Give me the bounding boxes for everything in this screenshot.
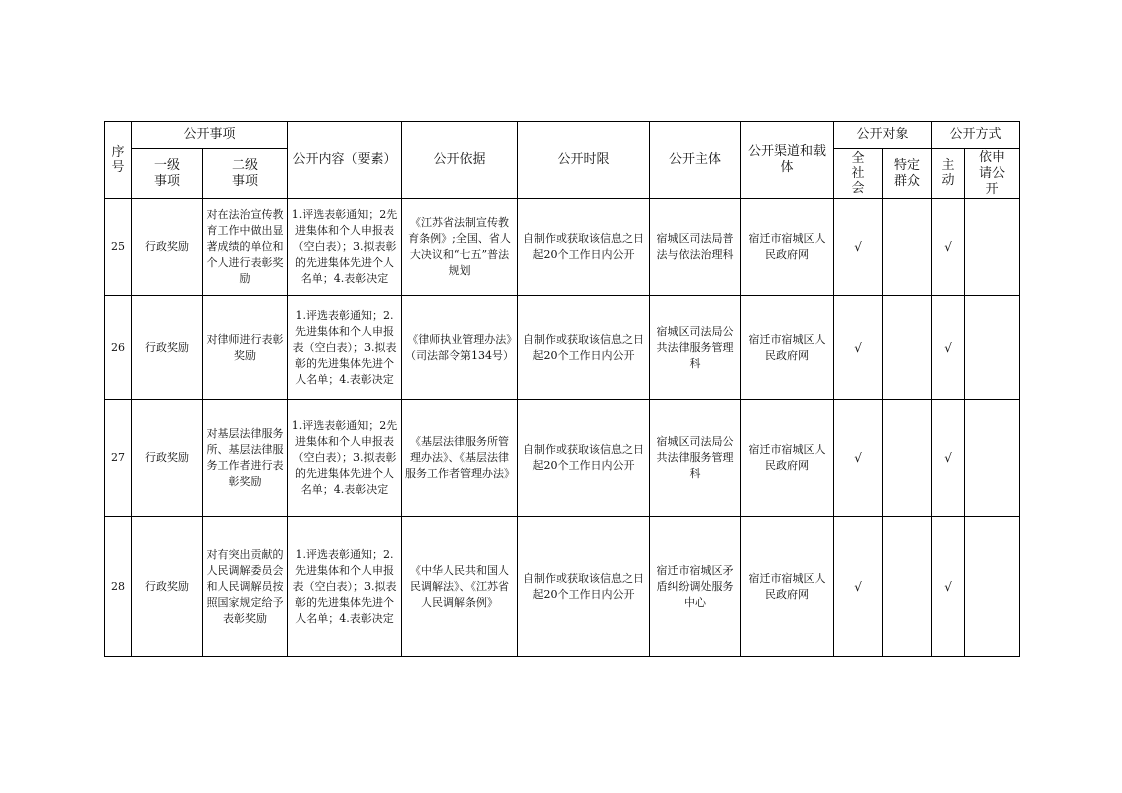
row-on-request-check <box>965 517 1020 657</box>
row-on-request-check <box>965 400 1020 517</box>
row-subject: 宿城区司法局公共法律服务管理科 <box>650 400 741 517</box>
header-subject: 公开主体 <box>650 122 741 199</box>
row-active-check: √ <box>932 199 965 296</box>
row-channel: 宿迁市宿城区人民政府网 <box>741 199 834 296</box>
header-time-limit: 公开时限 <box>518 122 650 199</box>
row-time-limit: 自制作或获取该信息之日起20个工作日内公开 <box>518 517 650 657</box>
row-whole-society-check: √ <box>834 296 883 400</box>
header-content: 公开内容（要素） <box>288 122 402 199</box>
row-level2: 对有突出贡献的人民调解委员会和人民调解员按照国家规定给予表彰奖励 <box>203 517 288 657</box>
header-channel: 公开渠道和载体 <box>741 122 834 199</box>
row-specific-groups-check <box>883 400 932 517</box>
row-specific-groups-check <box>883 517 932 657</box>
row-level1: 行政奖励 <box>132 517 203 657</box>
row-on-request-check <box>965 199 1020 296</box>
row-level2: 对基层法律服务所、基层法律服务工作者进行表彰奖励 <box>203 400 288 517</box>
row-channel: 宿迁市宿城区人民政府网 <box>741 400 834 517</box>
row-subject: 宿城区司法局公共法律服务管理科 <box>650 296 741 400</box>
row-specific-groups-check <box>883 296 932 400</box>
row-basis: 《中华人民共和国人民调解法》、《江苏省人民调解条例》 <box>402 517 518 657</box>
row-level1: 行政奖励 <box>132 199 203 296</box>
row-whole-society-check: √ <box>834 517 883 657</box>
row-time-limit: 自制作或获取该信息之日起20个工作日内公开 <box>518 199 650 296</box>
row-content: 1.评选表彰通知；2先进集体和个人申报表（空白表）；3.拟表彰的先进集体先进个人名单；4.表彰决定 <box>288 400 402 517</box>
row-time-limit: 自制作或获取该信息之日起20个工作日内公开 <box>518 400 650 517</box>
row-content: 1.评选表彰通知；2先进集体和个人申报表（空白表）；3.拟表彰的先进集体先进个人名单；4.表彰决定 <box>288 199 402 296</box>
row-basis: 《律师执业管理办法》（司法部令第134号） <box>402 296 518 400</box>
row-channel: 宿迁市宿城区人民政府网 <box>741 517 834 657</box>
row-on-request-check <box>965 296 1020 400</box>
table-row <box>105 517 1020 657</box>
table-row <box>105 199 1020 296</box>
row-active-check: √ <box>932 296 965 400</box>
row-seq: 28 <box>105 517 132 657</box>
row-seq: 26 <box>105 296 132 400</box>
row-subject: 宿迁市宿城区矛盾纠纷调处服务中心 <box>650 517 741 657</box>
row-channel: 宿迁市宿城区人民政府网 <box>741 296 834 400</box>
header-specific-groups: 特定群众 <box>883 149 932 199</box>
row-basis: 《江苏省法制宣传教育条例》;全国、省人大决议和“七五”普法规划 <box>402 199 518 296</box>
row-seq: 25 <box>105 199 132 296</box>
header-whole-society: 全社会 <box>834 149 883 199</box>
row-active-check: √ <box>932 517 965 657</box>
row-content: 1.评选表彰通知；2.先进集体和个人申报表（空白表）；3.拟表彰的先进集体先进个人名单；4.表彰决定 <box>288 517 402 657</box>
header-on-request: 依申请公开 <box>965 149 1020 199</box>
header-level2: 二级事项 <box>203 149 288 199</box>
row-level2: 对在法治宣传教育工作中做出显著成绩的单位和个人进行表彰奖励 <box>203 199 288 296</box>
table-row <box>105 296 1020 400</box>
row-content: 1.评选表彰通知；2.先进集体和个人申报表（空白表）；3.拟表彰的先进集体先进个人名单；4.表彰决定 <box>288 296 402 400</box>
row-level2: 对律师进行表彰奖励 <box>203 296 288 400</box>
disclosure-table <box>104 121 1020 657</box>
header-target: 公开对象 <box>834 122 932 149</box>
header-seq: 序号 <box>105 122 132 199</box>
row-whole-society-check: √ <box>834 199 883 296</box>
row-level1: 行政奖励 <box>132 296 203 400</box>
header-basis: 公开依据 <box>402 122 518 199</box>
row-seq: 27 <box>105 400 132 517</box>
row-time-limit: 自制作或获取该信息之日起20个工作日内公开 <box>518 296 650 400</box>
row-basis: 《基层法律服务所管理办法》、《基层法律服务工作者管理办法》 <box>402 400 518 517</box>
table-row <box>105 400 1020 517</box>
header-method: 公开方式 <box>932 122 1020 149</box>
row-subject: 宿城区司法局普法与依法治理科 <box>650 199 741 296</box>
header-matters: 公开事项 <box>132 122 288 149</box>
header-level1: 一级事项 <box>132 149 203 199</box>
row-whole-society-check: √ <box>834 400 883 517</box>
row-specific-groups-check <box>883 199 932 296</box>
row-level1: 行政奖励 <box>132 400 203 517</box>
row-active-check: √ <box>932 400 965 517</box>
header-active: 主动 <box>932 149 965 199</box>
